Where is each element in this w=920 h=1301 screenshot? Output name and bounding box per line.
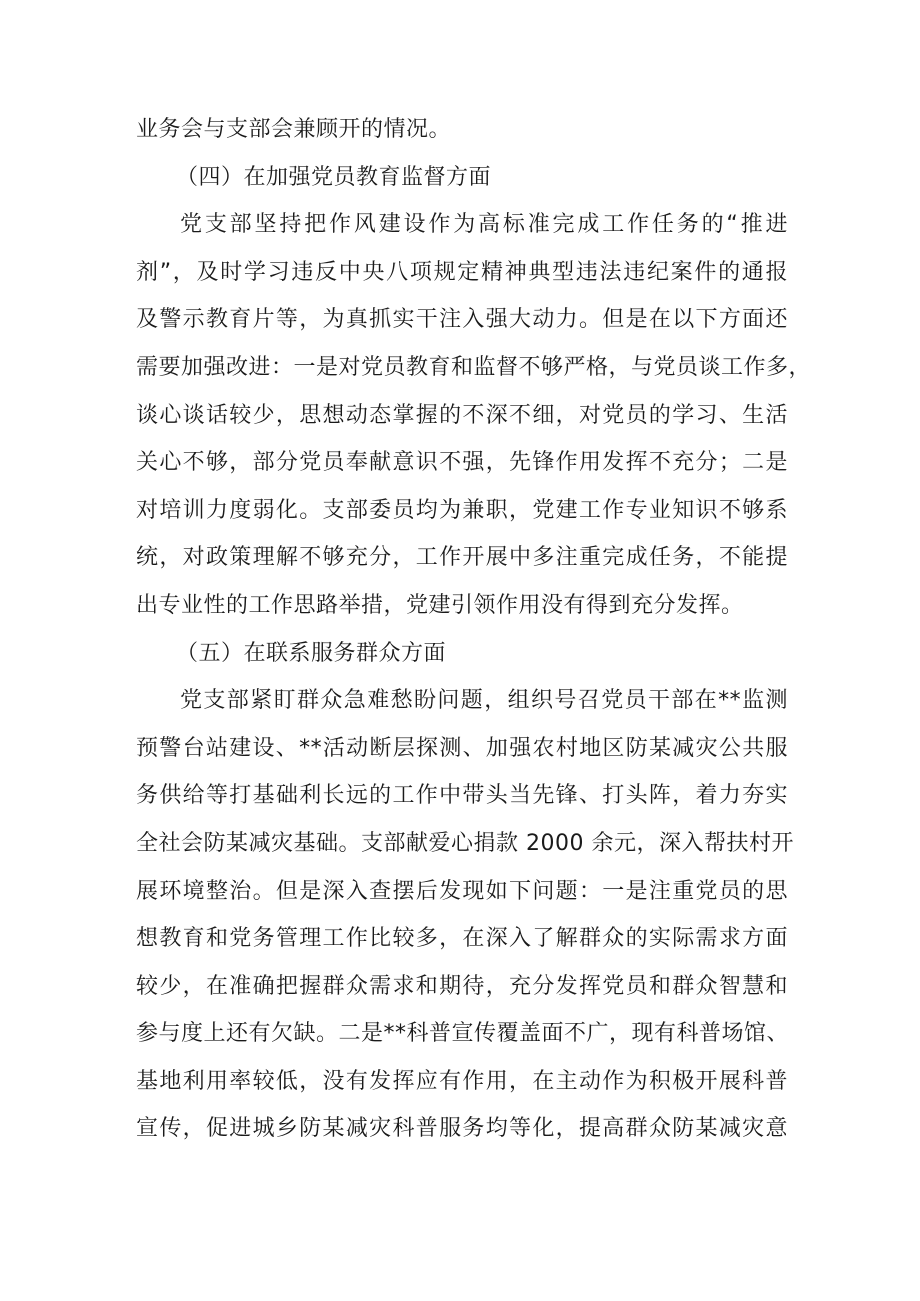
paragraph-line: 想教育和党务管理工作比较多，在深入了解群众的实际需求方面 [136, 926, 788, 952]
paragraph-line: 宣传，促进城乡防某减灾科普服务均等化，提高群众防某减灾意 [136, 1116, 788, 1142]
paragraph-line: 及警示教育片等，为真抓实干注入强大动力。但是在以下方面还 [136, 307, 788, 333]
paragraph-line: 对培训力度弱化。支部委员均为兼职，党建工作专业知识不够系 [136, 497, 788, 523]
paragraph-line: 关心不够，部分党员奉献意识不强，先锋作用发挥不充分；二是 [136, 450, 788, 476]
paragraph-line: 统，对政策理解不够充分，工作开展中多注重完成任务，不能提 [136, 545, 788, 571]
paragraph-line: 剂”，及时学习违反中央八项规定精神典型违法违纪案件的通报 [136, 259, 788, 285]
section-heading: （四）在加强党员教育监督方面 [176, 164, 492, 190]
paragraph-line: 全社会防某减灾基础。支部献爱心捐款 2000 余元，深入帮扶村开 [136, 830, 794, 856]
document-body [136, 106, 812, 1153]
paragraph-line: 业务会与支部会兼顾开的情况。 [136, 117, 452, 142]
paragraph-line: 出专业性的工作思路举措，党建引领作用没有得到充分发挥。 [136, 592, 744, 618]
paragraph-line: 参与度上还有欠缺。二是**科普宣传覆盖面不广，现有科普场馆、 [136, 1021, 790, 1047]
paragraph-line: 基地利用率较低，没有发挥应有作用，在主动作为积极开展科普 [136, 1068, 788, 1094]
paragraph-line: 预警台站建设、**活动断层探测、加强农村地区防某减灾公共服 [136, 735, 788, 761]
paragraph-line: 党支部紧盯群众急难愁盼问题，组织号召党员干部在**监测 [180, 688, 788, 714]
paragraph-line: 展环境整治。但是深入查摆后发现如下问题：一是注重党员的思 [136, 878, 788, 904]
paragraph-line: 党支部坚持把作风建设作为高标准完成工作任务的“推进 [180, 212, 788, 238]
section-heading: （五）在联系服务群众方面 [176, 640, 447, 666]
paragraph-line: 谈心谈话较少，思想动态掌握的不深不细，对党员的学习、生活 [136, 402, 788, 428]
paragraph-line: 较少，在准确把握群众需求和期待，充分发挥党员和群众智慧和 [136, 973, 788, 999]
paragraph-line: 务供给等打基础利长远的工作中带头当先锋、打头阵，着力夯实 [136, 783, 788, 809]
paragraph-line: 需要加强改进：一是对党员教育和监督不够严格，与党员谈工作多， [136, 354, 812, 380]
